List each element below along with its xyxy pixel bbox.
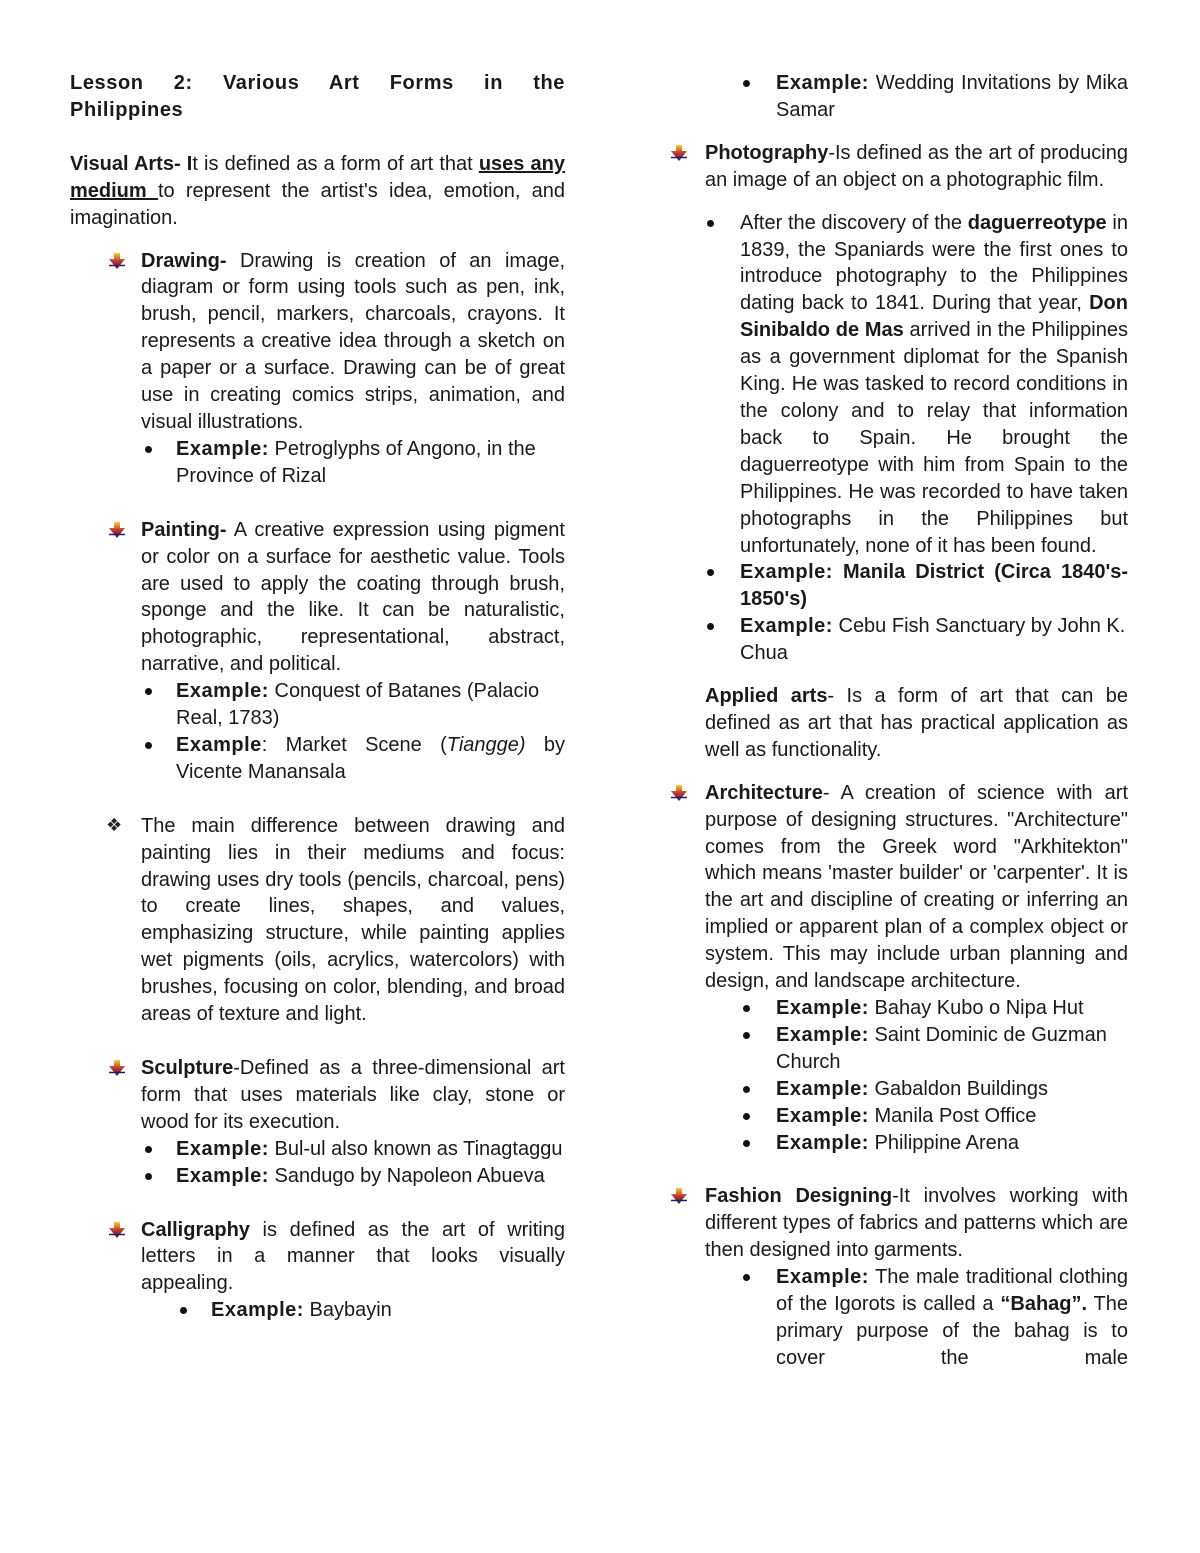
history-text-b: in 1839, the Spaniards were the first ones to introduce photography to the Philippines dating back to 1841. During that year, (740, 211, 1129, 315)
history-text-a: After the discovery of the (740, 211, 968, 234)
calligraphy-item (70, 1217, 565, 1298)
fashion-text: -It involves working with different types of fabrics and patterns which are then designed into garments. (705, 1185, 1128, 1262)
bullet-dot-icon (145, 688, 152, 695)
example-label: Example: (776, 72, 869, 94)
applied-arts-text: - Is a form of art that can be defined as art that has practical application as well as functionality. (705, 685, 1128, 761)
arrow-bullet-icon (108, 252, 126, 270)
example-label: Example: (211, 1299, 304, 1322)
bullet-dot-icon (145, 1146, 152, 1153)
right-column (670, 70, 1128, 1372)
visual-arts-underlined: uses any medium (70, 152, 566, 202)
calligraphy-text: is defined as the art of writing letters in a manner that looks visually appealing. (141, 1218, 565, 1295)
fashion-example-text-a: The male traditional clothing of the Igorots is called a (776, 1266, 1128, 1316)
sculpture-example-2 (70, 1163, 565, 1190)
sculpture-example-1 (70, 1136, 565, 1163)
arrow-bullet-icon (108, 1221, 126, 1239)
calligraphy-example (70, 1297, 565, 1324)
photography-example2-text: Cebu Fish Sanctuary by John K. Chua (740, 615, 1126, 665)
painting-example-1 (70, 678, 565, 732)
painting-term: Painting- (141, 518, 227, 541)
bullet-dot-icon (743, 1032, 750, 1039)
history-bold-daguerreotype: daguerreotype (967, 211, 1107, 234)
fashion-example-text-b: The primary purpose of the bahag is to cover the male (776, 1293, 1128, 1369)
arrow-bullet-icon (108, 521, 126, 539)
sculpture-example2-text: Sandugo by Napoleon Abueva (268, 1164, 545, 1187)
drawing-item (70, 248, 565, 436)
difference-item (70, 813, 565, 1028)
visual-arts-text: t is defined as a form of art that (192, 152, 479, 175)
sculpture-example1-text: Bul-ul also known as Tinagtaggu (268, 1137, 563, 1160)
bullet-dot-icon (145, 1173, 152, 1180)
lesson-title-line2: Philippines (70, 98, 184, 121)
architecture-item (670, 780, 1128, 995)
bullet-dot-icon (743, 1274, 750, 1281)
lesson-title-line1: Lesson 2: Various Art Forms in the (70, 72, 565, 94)
example-label: Example: (176, 1137, 269, 1160)
example-label: Example: (776, 997, 869, 1019)
drawing-example-text: Petroglyphs of Angono, in the Province of Rizal (176, 437, 536, 487)
painting-example2-italic: Tiangge) (446, 733, 526, 756)
visual-arts-term: Visual Arts- I (70, 152, 193, 175)
architecture-example (670, 1022, 1128, 1076)
bullet-dot-icon (743, 1086, 750, 1093)
visual-arts-text2: to represent the artist's idea, emotion, and imagination. (70, 179, 565, 229)
architecture-term: Architecture (705, 781, 823, 804)
left-column (70, 70, 565, 1324)
photography-example-1 (670, 559, 1128, 613)
example-label: Example: (776, 1077, 869, 1100)
bullet-dot-icon (743, 80, 750, 87)
painting-text: A creative expression using pigment or color on a surface for aesthetic value. Tools are used to apply the coating through brush, sponge and the like. It can be naturalistic, photographic, representational, abstract, narrative, and political. (141, 518, 565, 676)
architecture-example-text: Manila Post Office (868, 1104, 1037, 1127)
example-label: Example: (176, 680, 269, 703)
architecture-example-text: Gabaldon Buildings (868, 1077, 1048, 1100)
architecture-example (670, 995, 1128, 1022)
bullet-dot-icon (145, 446, 152, 453)
photography-history (670, 210, 1128, 560)
bullet-dot-icon (707, 569, 714, 576)
architecture-text: - A creation of science with art purpose of designing structures. "Architecture" comes from the Greek word "Arkhitekton" which means 'master builder' or 'carpenter'. It is the art and discipline of creating or inferring an implied or apparent plan of a complex object or system. This may include urban planning and design, and landscape architecture. (705, 781, 1128, 993)
painting-example2-text-b: by Vicente Manansala (176, 733, 565, 783)
architecture-example (670, 1076, 1128, 1103)
drawing-example (70, 436, 565, 490)
example-label: Example: (776, 1023, 869, 1046)
architecture-example-text: Philippine Arena (868, 1131, 1020, 1154)
drawing-term: Drawing- (141, 249, 227, 272)
bullet-dot-icon (743, 1005, 750, 1012)
bullet-dot-icon (707, 623, 714, 630)
lesson-title (70, 70, 565, 97)
arrow-bullet-icon (670, 784, 688, 802)
bullet-dot-icon (743, 1140, 750, 1147)
painting-example2-text-a: : Market Scene ( (261, 733, 447, 756)
difference-text: The main difference between drawing and painting lies in their mediums and focus: drawing uses dry tools (pencils, charcoal, pens) to create lines, shapes, and values, emphasizing structure, while painting applies wet pigments (oils, acrylics, watercolors) with brushes, focusing on color, blending, and broad areas of texture and light. (141, 814, 565, 1026)
fashion-example (670, 1264, 1128, 1372)
wedding-example-text: Wedding Invitations by Mika Samar (776, 72, 1128, 121)
wedding-example (670, 70, 1128, 124)
example-label: Example: (740, 615, 833, 638)
photography-term: Photography (705, 141, 829, 164)
fashion-example-bold: “Bahag”. (1000, 1293, 1088, 1316)
bullet-dot-icon (180, 1307, 187, 1314)
example-label: Example: (776, 1131, 869, 1154)
architecture-example-text: Bahay Kubo o Nipa Hut (868, 997, 1084, 1019)
architecture-example (670, 1130, 1128, 1157)
painting-example-2 (70, 732, 565, 786)
bullet-dot-icon (707, 220, 714, 227)
fashion-term: Fashion Designing (705, 1185, 893, 1208)
arrow-bullet-icon (670, 1187, 688, 1205)
photography-example-2 (670, 613, 1128, 667)
arrow-bullet-icon (670, 144, 688, 162)
applied-arts-paragraph (670, 683, 1128, 764)
bullet-dot-icon (743, 1113, 750, 1120)
photography-example1-text: Manila District (Circa 1840's-1850's) (740, 561, 1128, 611)
painting-example1-text: Conquest of Batanes (Palacio Real, 1783) (176, 680, 540, 730)
visual-arts-paragraph (70, 151, 565, 232)
history-bold-person: Don Sinibaldo de Mas (740, 292, 1128, 342)
example-label: Example: (176, 1164, 269, 1187)
arrow-bullet-icon (108, 1059, 126, 1077)
calligraphy-term: Calligraphy (141, 1218, 250, 1241)
calligraphy-example-text: Baybayin (303, 1299, 392, 1322)
photography-item (670, 140, 1128, 194)
diamond-bullet-icon: ❖ (106, 814, 123, 836)
example-label: Example (176, 733, 262, 756)
history-text-c: arrived in the Philippines as a government diplomat for the Spanish King. He was tasked to record conditions in the colony and to relay that information back to Spain. He brought the daguerreotype with him from Spain to the Philippines. He was recorded to have taken photographs in the Philippines but unfortunately, none of it has been found. (740, 319, 1128, 557)
example-label: Example: (740, 561, 833, 584)
fashion-item (670, 1183, 1128, 1264)
architecture-example (670, 1103, 1128, 1130)
example-label: Example: (176, 437, 269, 460)
sculpture-text: -Defined as a three-dimensional art form that uses materials like clay, stone or wood for its execution. (141, 1057, 565, 1133)
sculpture-item (70, 1055, 565, 1136)
bullet-dot-icon (145, 742, 152, 749)
architecture-example-text: Saint Dominic de Guzman Church (776, 1023, 1107, 1073)
applied-arts-term: Applied arts (705, 685, 828, 708)
photography-text: -Is defined as the art of producing an image of an object on a photographic film. (705, 141, 1128, 191)
sculpture-term: Sculpture (141, 1057, 234, 1079)
example-label: Example: (776, 1104, 869, 1127)
drawing-text: Drawing is creation of an image, diagram or form using tools such as pen, ink, brush, pencil, markers, charcoals, crayons. It represents a creative idea through a sketch on a paper or a surface. Drawing can be of great use in creating comics strips, animation, and visual illustrations. (141, 249, 565, 433)
painting-item (70, 517, 565, 678)
example-label: Example: (776, 1266, 869, 1289)
